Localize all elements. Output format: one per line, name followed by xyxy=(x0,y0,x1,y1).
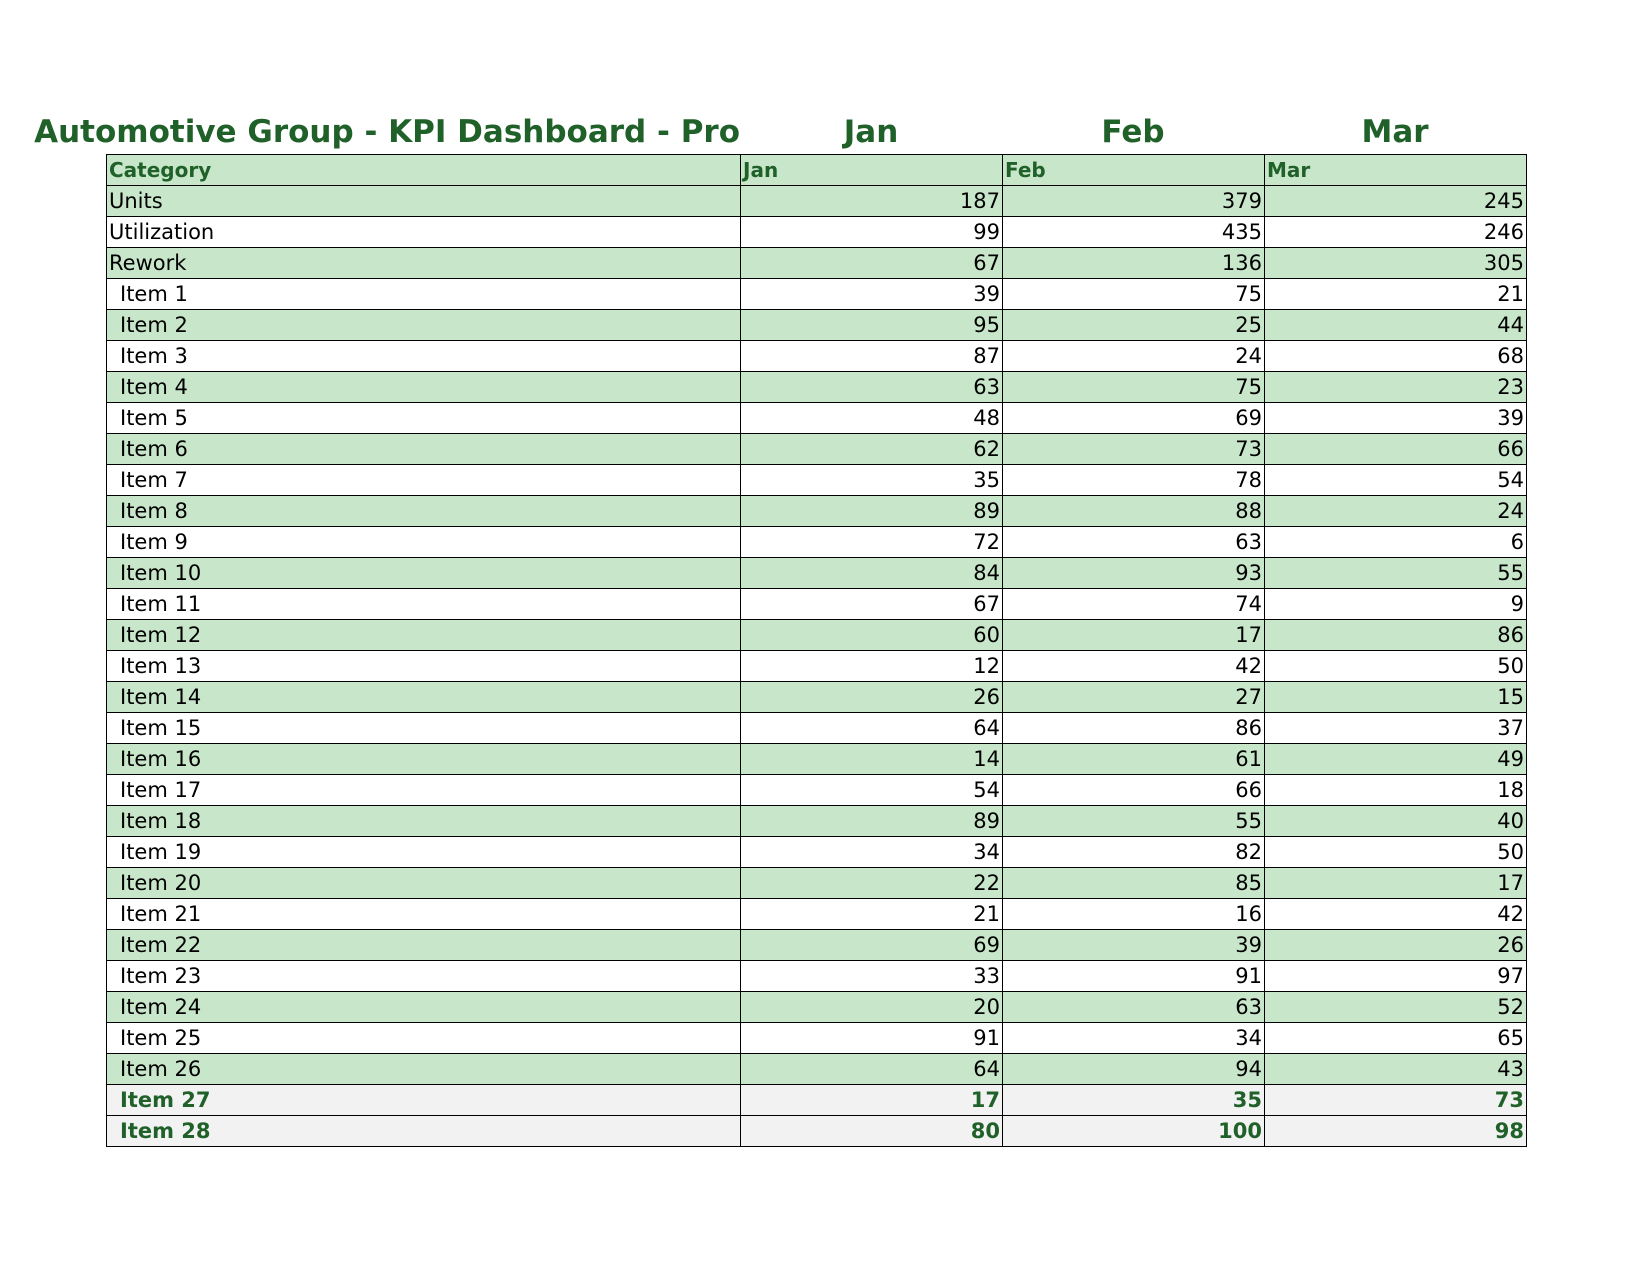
table-row xyxy=(107,620,1527,651)
value-cell-mar[interactable]: 24 xyxy=(1265,496,1527,527)
value-cell-jan[interactable]: 20 xyxy=(741,992,1003,1023)
row-label-cell[interactable]: Rework xyxy=(107,248,741,279)
value-cell-jan[interactable]: 17 xyxy=(741,1085,1003,1116)
value-cell-mar[interactable]: 55 xyxy=(1265,558,1527,589)
value-cell-jan[interactable]: 35 xyxy=(741,465,1003,496)
row-label-cell[interactable]: Item 17 xyxy=(107,775,741,806)
table-row xyxy=(107,310,1527,341)
row-label-cell[interactable]: Item 22 xyxy=(107,930,741,961)
value-cell-feb[interactable]: 42 xyxy=(1003,651,1265,682)
value-cell-jan[interactable]: 91 xyxy=(741,1023,1003,1054)
table-row xyxy=(107,403,1527,434)
title-row xyxy=(34,106,1526,154)
value-cell-jan[interactable]: 67 xyxy=(741,248,1003,279)
value-cell-mar[interactable]: 97 xyxy=(1265,961,1527,992)
table-row xyxy=(107,1085,1527,1116)
value-cell-mar[interactable]: 73 xyxy=(1265,1085,1527,1116)
row-label-cell[interactable]: Item 10 xyxy=(107,558,741,589)
value-cell-jan[interactable]: 64 xyxy=(741,713,1003,744)
row-label-cell[interactable]: Item 26 xyxy=(107,1054,741,1085)
value-cell-mar[interactable]: 37 xyxy=(1265,713,1527,744)
row-label-cell[interactable]: Item 14 xyxy=(107,682,741,713)
row-label-cell[interactable]: Item 11 xyxy=(107,589,741,620)
value-cell-feb[interactable]: 34 xyxy=(1003,1023,1265,1054)
row-label-cell[interactable]: Item 6 xyxy=(107,434,741,465)
value-cell-mar[interactable]: 44 xyxy=(1265,310,1527,341)
row-label-cell[interactable]: Item 5 xyxy=(107,403,741,434)
table-row xyxy=(107,1023,1527,1054)
value-cell-mar[interactable]: 40 xyxy=(1265,806,1527,837)
value-cell-mar[interactable]: 98 xyxy=(1265,1116,1527,1147)
value-cell-jan[interactable]: 48 xyxy=(741,403,1003,434)
title-month-jan[interactable]: Jan xyxy=(843,114,899,150)
value-cell-mar[interactable]: 6 xyxy=(1265,527,1527,558)
value-cell-mar[interactable]: 54 xyxy=(1265,465,1527,496)
value-cell-feb[interactable]: 39 xyxy=(1003,930,1265,961)
dashboard-title-text: Automotive Group - KPI Dashboard - Pro xyxy=(34,114,740,150)
table-row xyxy=(107,217,1527,248)
table-row xyxy=(107,806,1527,837)
value-cell-mar[interactable]: 26 xyxy=(1265,930,1527,961)
value-cell-jan[interactable]: 34 xyxy=(741,837,1003,868)
value-cell-jan[interactable]: 12 xyxy=(741,651,1003,682)
value-cell-jan[interactable]: 14 xyxy=(741,744,1003,775)
value-cell-feb[interactable]: 27 xyxy=(1003,682,1265,713)
value-cell-jan[interactable]: 84 xyxy=(741,558,1003,589)
value-cell-jan[interactable]: 95 xyxy=(741,310,1003,341)
value-cell-feb[interactable]: 63 xyxy=(1003,992,1265,1023)
table-row xyxy=(107,496,1527,527)
value-cell-mar[interactable]: 68 xyxy=(1265,341,1527,372)
row-label-cell[interactable]: Item 28 xyxy=(107,1116,741,1147)
row-label-cell[interactable]: Item 16 xyxy=(107,744,741,775)
value-cell-feb[interactable]: 78 xyxy=(1003,465,1265,496)
value-cell-jan[interactable]: 187 xyxy=(741,186,1003,217)
table-row xyxy=(107,248,1527,279)
value-cell-jan[interactable]: 80 xyxy=(741,1116,1003,1147)
value-cell-mar[interactable]: 246 xyxy=(1265,217,1527,248)
value-cell-feb[interactable]: 69 xyxy=(1003,403,1265,434)
value-cell-jan[interactable]: 87 xyxy=(741,341,1003,372)
value-cell-feb[interactable]: 82 xyxy=(1003,837,1265,868)
row-label-cell[interactable]: Item 2 xyxy=(107,310,741,341)
row-label-cell[interactable]: Item 20 xyxy=(107,868,741,899)
value-cell-feb[interactable]: 93 xyxy=(1003,558,1265,589)
row-label-cell[interactable]: Item 9 xyxy=(107,527,741,558)
table-row xyxy=(107,434,1527,465)
table-row xyxy=(107,558,1527,589)
table-row xyxy=(107,992,1527,1023)
value-cell-feb[interactable]: 61 xyxy=(1003,744,1265,775)
value-cell-jan[interactable]: 63 xyxy=(741,372,1003,403)
row-label-cell[interactable]: Item 1 xyxy=(107,279,741,310)
value-cell-feb[interactable]: 100 xyxy=(1003,1116,1265,1147)
value-cell-mar[interactable]: 49 xyxy=(1265,744,1527,775)
row-label-cell[interactable]: Item 4 xyxy=(107,372,741,403)
row-label-cell[interactable]: Item 19 xyxy=(107,837,741,868)
table-row xyxy=(107,837,1527,868)
value-cell-feb[interactable]: 85 xyxy=(1003,868,1265,899)
value-cell-mar[interactable]: 245 xyxy=(1265,186,1527,217)
value-cell-jan[interactable]: 99 xyxy=(741,217,1003,248)
value-cell-mar[interactable]: 50 xyxy=(1265,837,1527,868)
value-cell-jan[interactable]: 89 xyxy=(741,496,1003,527)
header-row xyxy=(107,155,1527,186)
table-row xyxy=(107,930,1527,961)
header-jan[interactable]: Jan xyxy=(741,155,1003,186)
table-row xyxy=(107,961,1527,992)
value-cell-mar[interactable]: 86 xyxy=(1265,620,1527,651)
row-label-cell[interactable]: Item 15 xyxy=(107,713,741,744)
title-month-feb[interactable]: Feb xyxy=(1101,114,1165,150)
value-cell-mar[interactable]: 9 xyxy=(1265,589,1527,620)
table-body xyxy=(107,186,1527,1147)
value-cell-feb[interactable]: 73 xyxy=(1003,434,1265,465)
table-row xyxy=(107,1116,1527,1147)
row-label-cell[interactable]: Item 7 xyxy=(107,465,741,496)
value-cell-mar[interactable]: 50 xyxy=(1265,651,1527,682)
value-cell-mar[interactable]: 42 xyxy=(1265,899,1527,930)
kpi-table xyxy=(106,154,1527,1147)
table-row xyxy=(107,899,1527,930)
row-label-cell[interactable]: Item 24 xyxy=(107,992,741,1023)
value-cell-mar[interactable]: 43 xyxy=(1265,1054,1527,1085)
value-cell-mar[interactable]: 23 xyxy=(1265,372,1527,403)
value-cell-jan[interactable]: 26 xyxy=(741,682,1003,713)
table-row xyxy=(107,744,1527,775)
value-cell-mar[interactable]: 39 xyxy=(1265,403,1527,434)
value-cell-feb[interactable]: 75 xyxy=(1003,372,1265,403)
value-cell-jan[interactable]: 33 xyxy=(741,961,1003,992)
row-label-cell[interactable]: Item 13 xyxy=(107,651,741,682)
row-label-cell[interactable]: Item 12 xyxy=(107,620,741,651)
value-cell-jan[interactable]: 62 xyxy=(741,434,1003,465)
dashboard-title[interactable] xyxy=(34,110,740,154)
value-cell-feb[interactable]: 25 xyxy=(1003,310,1265,341)
row-label-cell[interactable]: Item 21 xyxy=(107,899,741,930)
value-cell-feb[interactable]: 136 xyxy=(1003,248,1265,279)
table-row xyxy=(107,186,1527,217)
value-cell-jan[interactable]: 72 xyxy=(741,527,1003,558)
row-label-cell[interactable]: Item 27 xyxy=(107,1085,741,1116)
value-cell-jan[interactable]: 67 xyxy=(741,589,1003,620)
header-mar[interactable]: Mar xyxy=(1265,155,1527,186)
row-label-cell[interactable]: Item 18 xyxy=(107,806,741,837)
table-row xyxy=(107,527,1527,558)
table-row xyxy=(107,372,1527,403)
value-cell-feb[interactable]: 17 xyxy=(1003,620,1265,651)
value-cell-mar[interactable]: 52 xyxy=(1265,992,1527,1023)
value-cell-feb[interactable]: 16 xyxy=(1003,899,1265,930)
value-cell-feb[interactable]: 379 xyxy=(1003,186,1265,217)
title-month-mar[interactable]: Mar xyxy=(1361,114,1429,150)
header-category[interactable]: Category xyxy=(107,155,741,186)
value-cell-mar[interactable]: 65 xyxy=(1265,1023,1527,1054)
value-cell-mar[interactable]: 17 xyxy=(1265,868,1527,899)
value-cell-jan[interactable]: 89 xyxy=(741,806,1003,837)
value-cell-mar[interactable]: 66 xyxy=(1265,434,1527,465)
value-cell-jan[interactable]: 39 xyxy=(741,279,1003,310)
table-row xyxy=(107,651,1527,682)
table-row xyxy=(107,775,1527,806)
table-row xyxy=(107,341,1527,372)
value-cell-jan[interactable]: 69 xyxy=(741,930,1003,961)
table-row xyxy=(107,279,1527,310)
value-cell-feb[interactable]: 55 xyxy=(1003,806,1265,837)
row-label-cell[interactable]: Item 3 xyxy=(107,341,741,372)
table-row xyxy=(107,682,1527,713)
value-cell-mar[interactable]: 18 xyxy=(1265,775,1527,806)
row-label-cell[interactable]: Item 23 xyxy=(107,961,741,992)
table-row xyxy=(107,465,1527,496)
value-cell-mar[interactable]: 305 xyxy=(1265,248,1527,279)
value-cell-feb[interactable]: 88 xyxy=(1003,496,1265,527)
table-row xyxy=(107,589,1527,620)
value-cell-feb[interactable]: 35 xyxy=(1003,1085,1265,1116)
value-cell-feb[interactable]: 66 xyxy=(1003,775,1265,806)
row-label-cell[interactable]: Units xyxy=(107,186,741,217)
row-label-cell[interactable]: Item 8 xyxy=(107,496,741,527)
value-cell-feb[interactable]: 91 xyxy=(1003,961,1265,992)
table-row xyxy=(107,1054,1527,1085)
spreadsheet-sheet xyxy=(34,106,1526,1147)
value-cell-jan[interactable]: 60 xyxy=(741,620,1003,651)
table-row xyxy=(107,868,1527,899)
row-label-cell[interactable]: Item 25 xyxy=(107,1023,741,1054)
value-cell-feb[interactable]: 63 xyxy=(1003,527,1265,558)
value-cell-jan[interactable]: 64 xyxy=(741,1054,1003,1085)
value-cell-mar[interactable]: 21 xyxy=(1265,279,1527,310)
value-cell-feb[interactable]: 86 xyxy=(1003,713,1265,744)
value-cell-feb[interactable]: 74 xyxy=(1003,589,1265,620)
value-cell-jan[interactable]: 54 xyxy=(741,775,1003,806)
table-row xyxy=(107,713,1527,744)
value-cell-feb[interactable]: 24 xyxy=(1003,341,1265,372)
value-cell-feb[interactable]: 435 xyxy=(1003,217,1265,248)
value-cell-jan[interactable]: 21 xyxy=(741,899,1003,930)
value-cell-feb[interactable]: 75 xyxy=(1003,279,1265,310)
value-cell-jan[interactable]: 22 xyxy=(741,868,1003,899)
value-cell-feb[interactable]: 94 xyxy=(1003,1054,1265,1085)
header-feb[interactable]: Feb xyxy=(1003,155,1265,186)
row-label-cell[interactable]: Utilization xyxy=(107,217,741,248)
value-cell-mar[interactable]: 15 xyxy=(1265,682,1527,713)
